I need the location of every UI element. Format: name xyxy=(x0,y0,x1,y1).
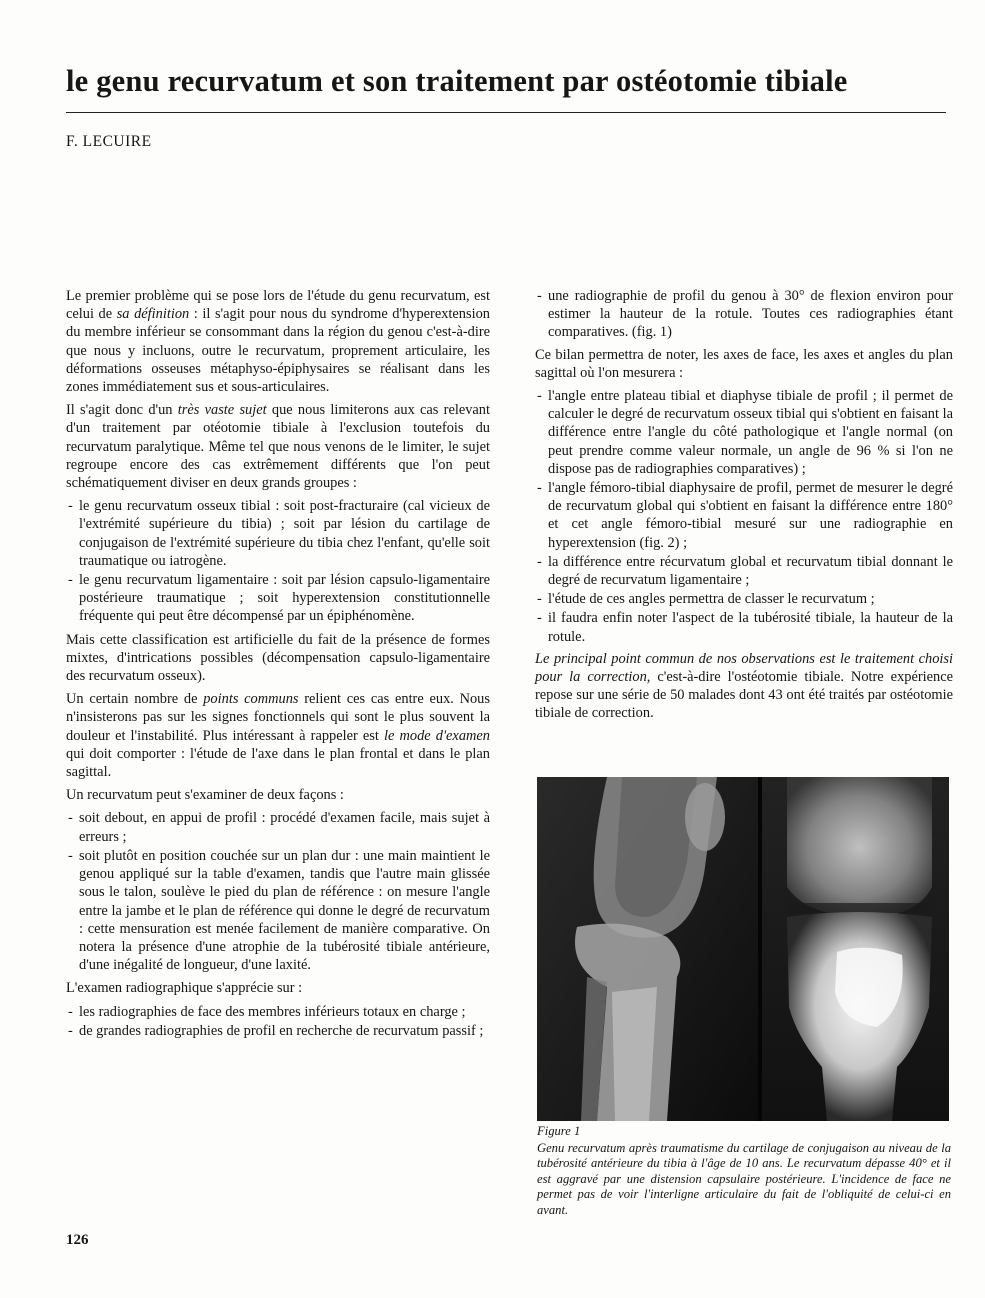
list-item: - l'étude de ces angles permettra de classer le recurvatum ; xyxy=(535,590,953,608)
list-groups xyxy=(66,497,490,625)
paragraph-scope: Il s'agit donc d'un très vaste sujet que nous limiterons aux cas relevant d'un traitement par otéotomie tibiale à l'exclusion toutefois du recurvatum paralytique. Même tel que nous venons de le limiter, le sujet regroupe encore des cas extrêmement différents que l'on peut schématiquement diviser en deux grands groupes : xyxy=(66,402,491,492)
figure-caption xyxy=(537,1124,951,1219)
list-item: - l'angle fémoro-tibial diaphysaire de profil, permet de mesurer le degré de recurvatum global qui s'obtient en faisant la différence entre 180° et cet angle fémoro-tibial mesuré sur une radiographie en hyperextension (fig. 2) ; xyxy=(535,479,953,552)
author: F. LECUIRE xyxy=(66,133,152,150)
list-item: - il faudra enfin noter l'aspect de la tubérosité tibiale, la hauteur de la rotule. xyxy=(535,609,953,645)
figure-radiograph xyxy=(537,777,949,1121)
list-item: - soit plutôt en position couchée sur un plan dur : une main maintient le genou appliqué sur la table d'examen, tandis que l'autre main glissée sous le talon, soulève le pied du plan de référence : on mesure l'angle entre la jambe et le plan de référence qui donne le degré de recurvatum : cette mensuration est menée facilement de manière comparative. On notera la présence d'une atrophie de la tubérosité tibiale antérieure, d'une inégalité de longueur, d'une laxité. xyxy=(66,847,490,974)
figure-caption-text: Genu recurvatum après traumatisme du cartilage de conjugaison au niveau de la tubérosité antérieure du tibia à l'âge de 10 ans. Le recurvatum dépasse 40° et il est aggravé par une distension capsulaire postérieure. L'incidence de face ne permet pas de voir l'interligne articulaire du fait de l'obliquité de celui-ci en avant. xyxy=(537,1140,951,1217)
left-column xyxy=(66,287,490,1045)
right-column xyxy=(535,287,953,728)
list-radiographs-continued xyxy=(535,287,953,342)
paragraph-definition: Le premier problème qui se pose lors de l'étude du genu recurvatum, est celui de sa définition : il s'agit pour nous du syndrome d'hyperextension du membre inférieur se consommant dans la région du genou c'est-à-dire que nous y incluons, outre le recurvatum, proprement articulaire, les déformations osseuses métaphyso-épiphysaires se réalisant dans les zones immédiatement sus et sous-articulaires. xyxy=(66,288,490,396)
list-angles xyxy=(535,387,953,646)
paragraph-assessment: Ce bilan permettra de noter, les axes de face, les axes et angles du plan sagittal où l'on mesurera : xyxy=(535,346,953,381)
paragraph-common-points: Un certain nombre de points communs relient ces cas entre eux. Nous n'insisterons pas sur les signes fonctionnels qui sont le plus souvent la douleur et l'instabilité. Plus intéressant à rappeler est le mode d'examen qui doit comporter : l'étude de l'axe dans le plan frontal et dans le plan sagittal. xyxy=(66,691,490,781)
list-item: - de grandes radiographies de profil en recherche de recurvatum passif ; xyxy=(66,1022,490,1040)
list-radiographs xyxy=(66,1003,490,1040)
title-divider xyxy=(66,112,946,113)
radiograph-image xyxy=(537,777,949,1121)
list-item: - le genu recurvatum ligamentaire : soit par lésion capsulo-ligamentaire postérieure traumatique ; soit hyperextension constitutionnelle fréquente qui peut être décompensé par un épiphénomène. xyxy=(66,571,490,626)
list-item: - une radiographie de profil du genou à 30° de flexion environ pour estimer la hauteur de la rotule. Toutes ces radiographies étant comparatives. (fig. 1) xyxy=(535,287,953,342)
list-exam-methods xyxy=(66,809,490,974)
page-number: 126 xyxy=(66,1232,89,1248)
list-item: - soit debout, en appui de profil : procédé d'examen facile, mais sujet à erreurs ; xyxy=(66,809,490,845)
list-item: - la différence entre récurvatum global et recurvatum tibial donnant le degré de recurvatum ligamentaire ; xyxy=(535,553,953,589)
list-item: - le genu recurvatum osseux tibial : soit post-fracturaire (cal vicieux de l'extrémité supérieure du tibia) ; soit par lésion du cartilage de conjugaison de l'extrémité supérieure du tibia chez l'enfant, qu'elle soit traumatique ou iatrogène. xyxy=(66,497,490,570)
paragraph-radiographic-exam: L'examen radiographique s'apprécie sur : xyxy=(66,980,303,997)
list-item: - les radiographies de face des membres inférieurs totaux en charge ; xyxy=(66,1003,490,1021)
paragraph-treatment: Le principal point commun de nos observations est le traitement choisi pour la correction, c'est-à-dire l'ostéotomie tibiale. Notre expérience repose sur une série de 50 malades dont 43 ont été traités par ostéotomie tibiale de correction. xyxy=(535,650,953,722)
page-title: le genu recurvatum et son traitement par ostéotomie tibiale xyxy=(66,64,848,98)
paragraph-exam-ways: Un recurvatum peut s'examiner de deux façons : xyxy=(66,787,344,804)
list-item: - l'angle entre plateau tibial et diaphyse tibiale de profil ; il permet de calculer le degré de recurvatum osseux tibial qui s'obtient en faisant la différence entre l'angle du côté pathologique et l'angle normal (on peut prendre comme valeur normale, un angle de 96 % si l'on ne dispose pas de radiographies comparatives) ; xyxy=(535,387,953,478)
figure-label: Figure 1 xyxy=(537,1124,581,1138)
paragraph-classification: Mais cette classification est artificielle du fait de la présence de formes mixtes, d'intrications possibles (décompensation capsulo-ligamentaire des recurvatum osseux). xyxy=(66,631,490,685)
